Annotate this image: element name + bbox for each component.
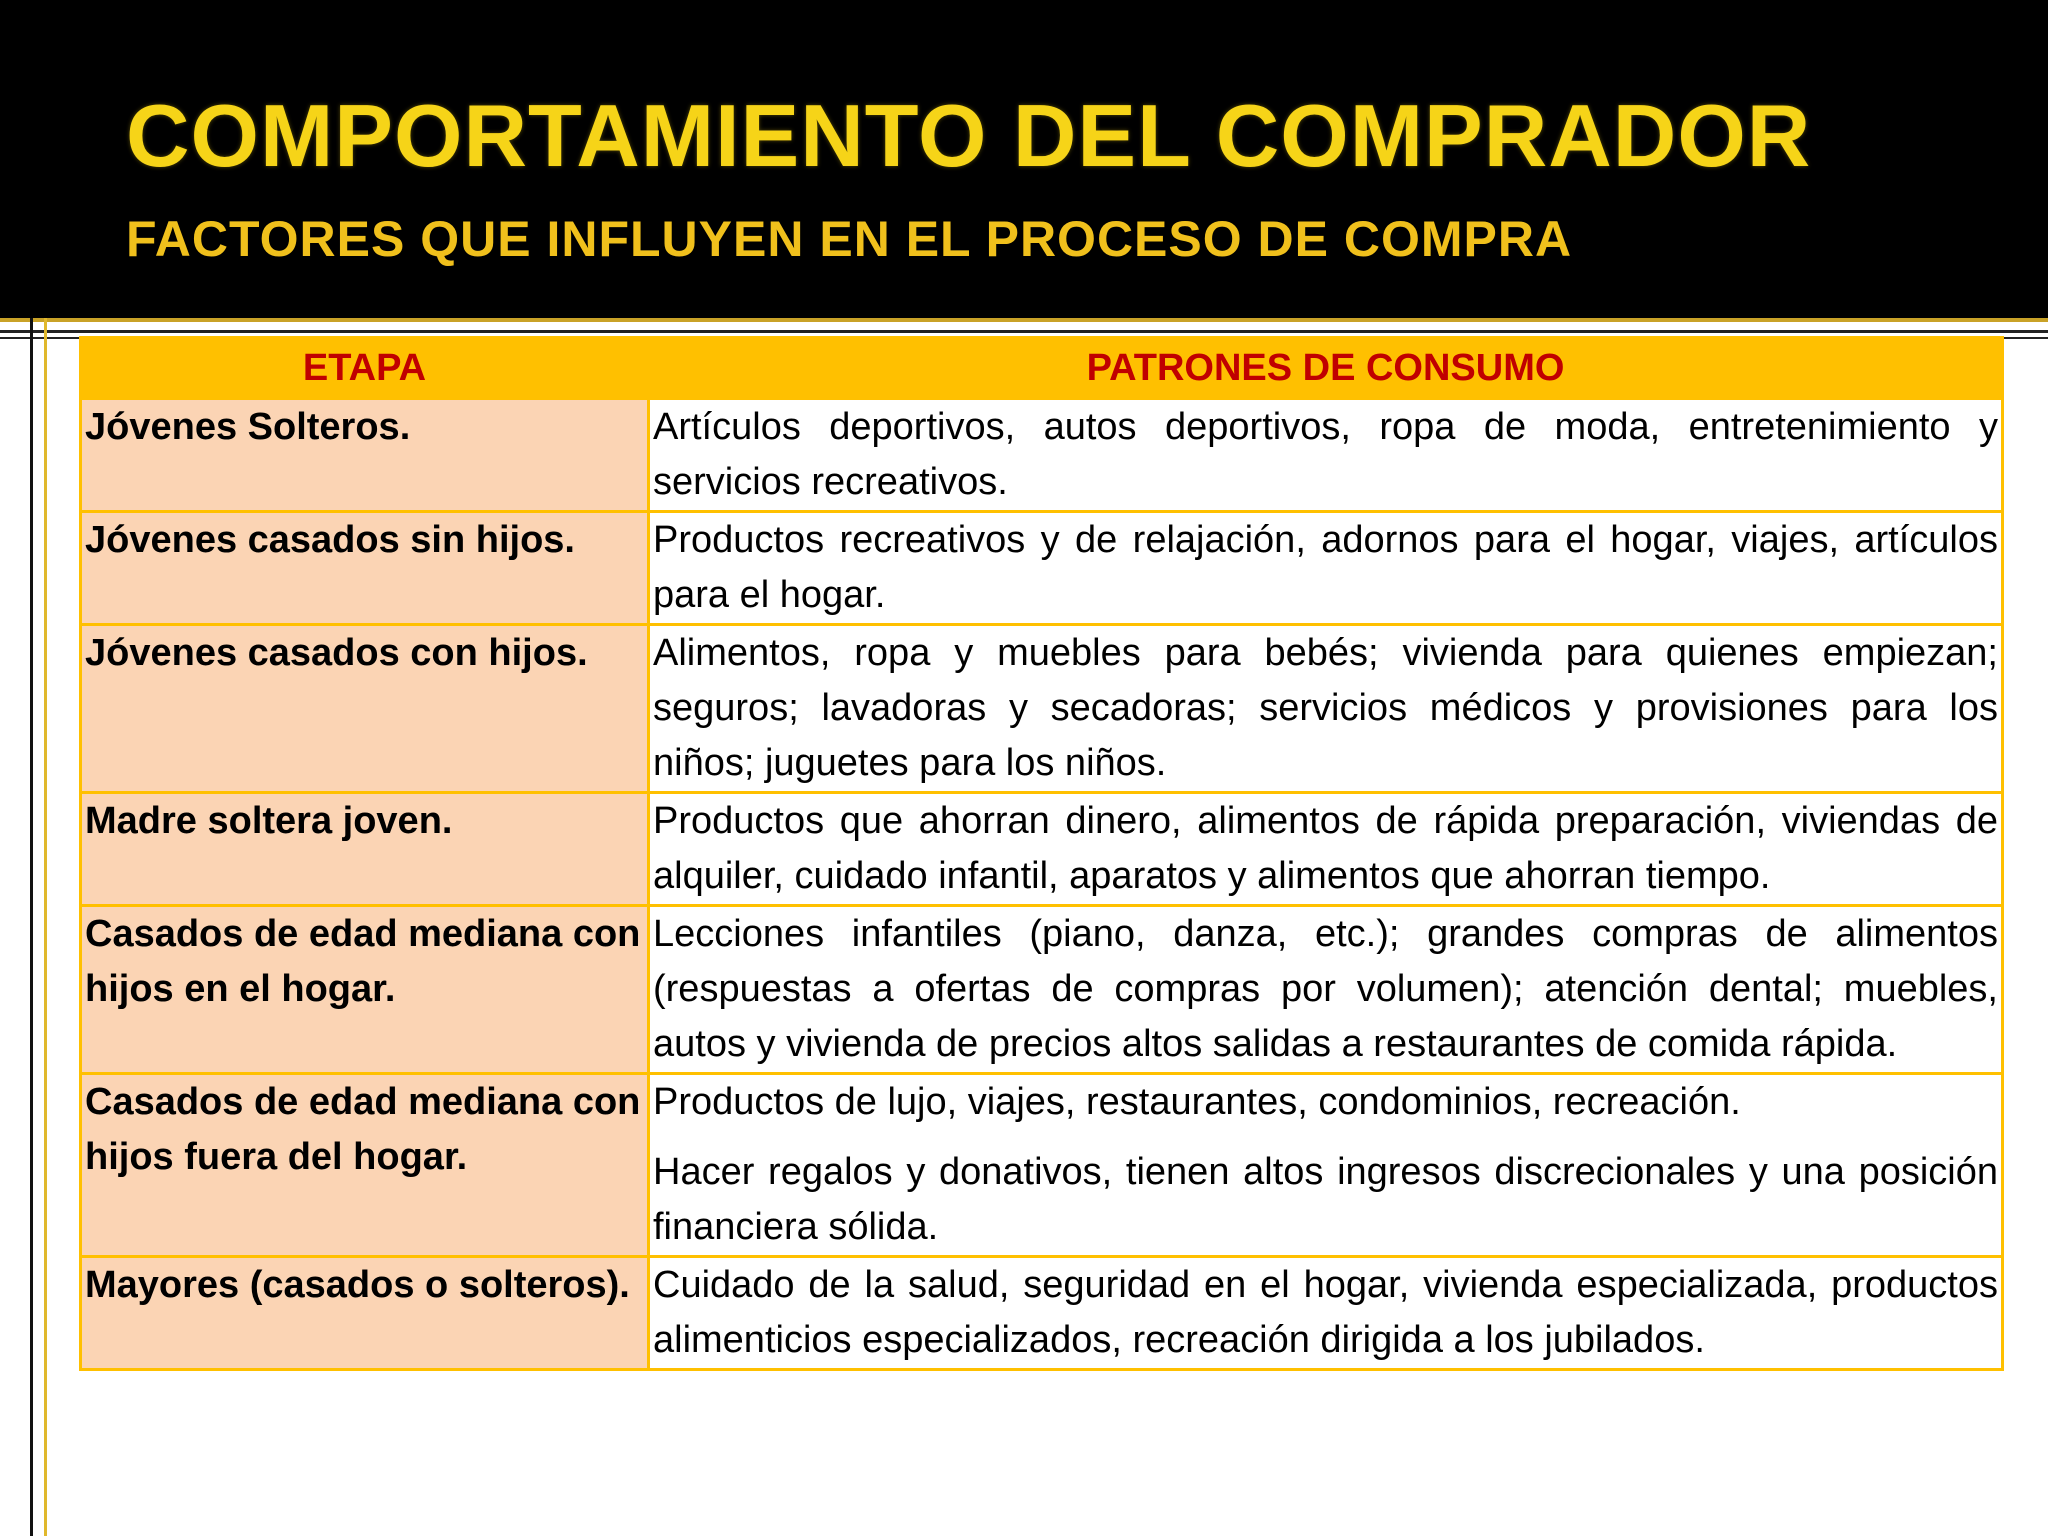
slide-title: COMPORTAMIENTO DEL COMPRADOR [126,86,1812,185]
left-margin-line-dark [30,318,33,1536]
table-row [81,906,2003,1074]
header-divider-dark [0,330,2048,333]
pattern-cell [649,793,2003,906]
pattern-cell [649,1257,2003,1370]
stage-cell: Madre soltera joven. [81,793,649,906]
left-margin-line-gold [44,318,47,1536]
stage-cell: Jóvenes casados sin hijos. [81,512,649,625]
pattern-text: Cuidado de la salud, seguridad en el hogar, vivienda especializada, productos alimenticios especializados, recreación dirigida a los jubilados. [653,1264,1998,1361]
pattern-cell [649,1074,2003,1257]
pattern-text: Productos recreativos y de relajación, adornos para el hogar, viajes, artículos para el hogar. [653,519,1998,616]
life-cycle-table [79,336,2004,1371]
header-patrones: PATRONES DE CONSUMO [649,338,2003,399]
pattern-cell [649,625,2003,793]
title-banner [0,0,2048,318]
table-row [81,625,2003,793]
pattern-cell [649,399,2003,512]
stage-cell: Jóvenes casados con hijos. [81,625,649,793]
header-divider-gold [0,318,2048,322]
slide-subtitle: FACTORES QUE INFLUYEN EN EL PROCESO DE COMPRA [126,211,1573,267]
stage-cell: Mayores (casados o solteros). [81,1257,649,1370]
stage-cell: Casados de edad mediana con hijos fuera del hogar. [81,1074,649,1257]
table-row [81,1074,2003,1257]
table-header-row [81,338,2003,399]
pattern-text: Artículos deportivos, autos deportivos, ropa de moda, entretenimiento y servicios recreativos. [653,406,1998,503]
table-row [81,793,2003,906]
pattern-cell [649,512,2003,625]
pattern-text: Hacer regalos y donativos, tienen altos ingresos discrecionales y una posición financiera sólida. [653,1151,1998,1248]
pattern-text: Productos de lujo, viajes, restaurantes, condominios, recreación. [653,1081,1741,1123]
pattern-text: Productos que ahorran dinero, alimentos de rápida preparación, viviendas de alquiler, cuidado infantil, aparatos y alimentos que ahorran tiempo. [653,800,1998,897]
table-row [81,399,2003,512]
pattern-text: Alimentos, ropa y muebles para bebés; vivienda para quienes empiezan; seguros; lavadoras y secadoras; servicios médicos y provisiones para los niños; juguetes para los niños. [653,632,1998,784]
pattern-text: Lecciones infantiles (piano, danza, etc.); grandes compras de alimentos (respuestas a ofertas de compras por volumen); atención dental; muebles, autos y vivienda de precios altos salidas a restaurantes de comida rápida. [653,913,1998,1065]
table-row [81,512,2003,625]
header-etapa: ETAPA [81,338,649,399]
stage-cell: Jóvenes Solteros. [81,399,649,512]
stage-cell: Casados de edad mediana con hijos en el hogar. [81,906,649,1074]
table-row [81,1257,2003,1370]
pattern-cell [649,906,2003,1074]
